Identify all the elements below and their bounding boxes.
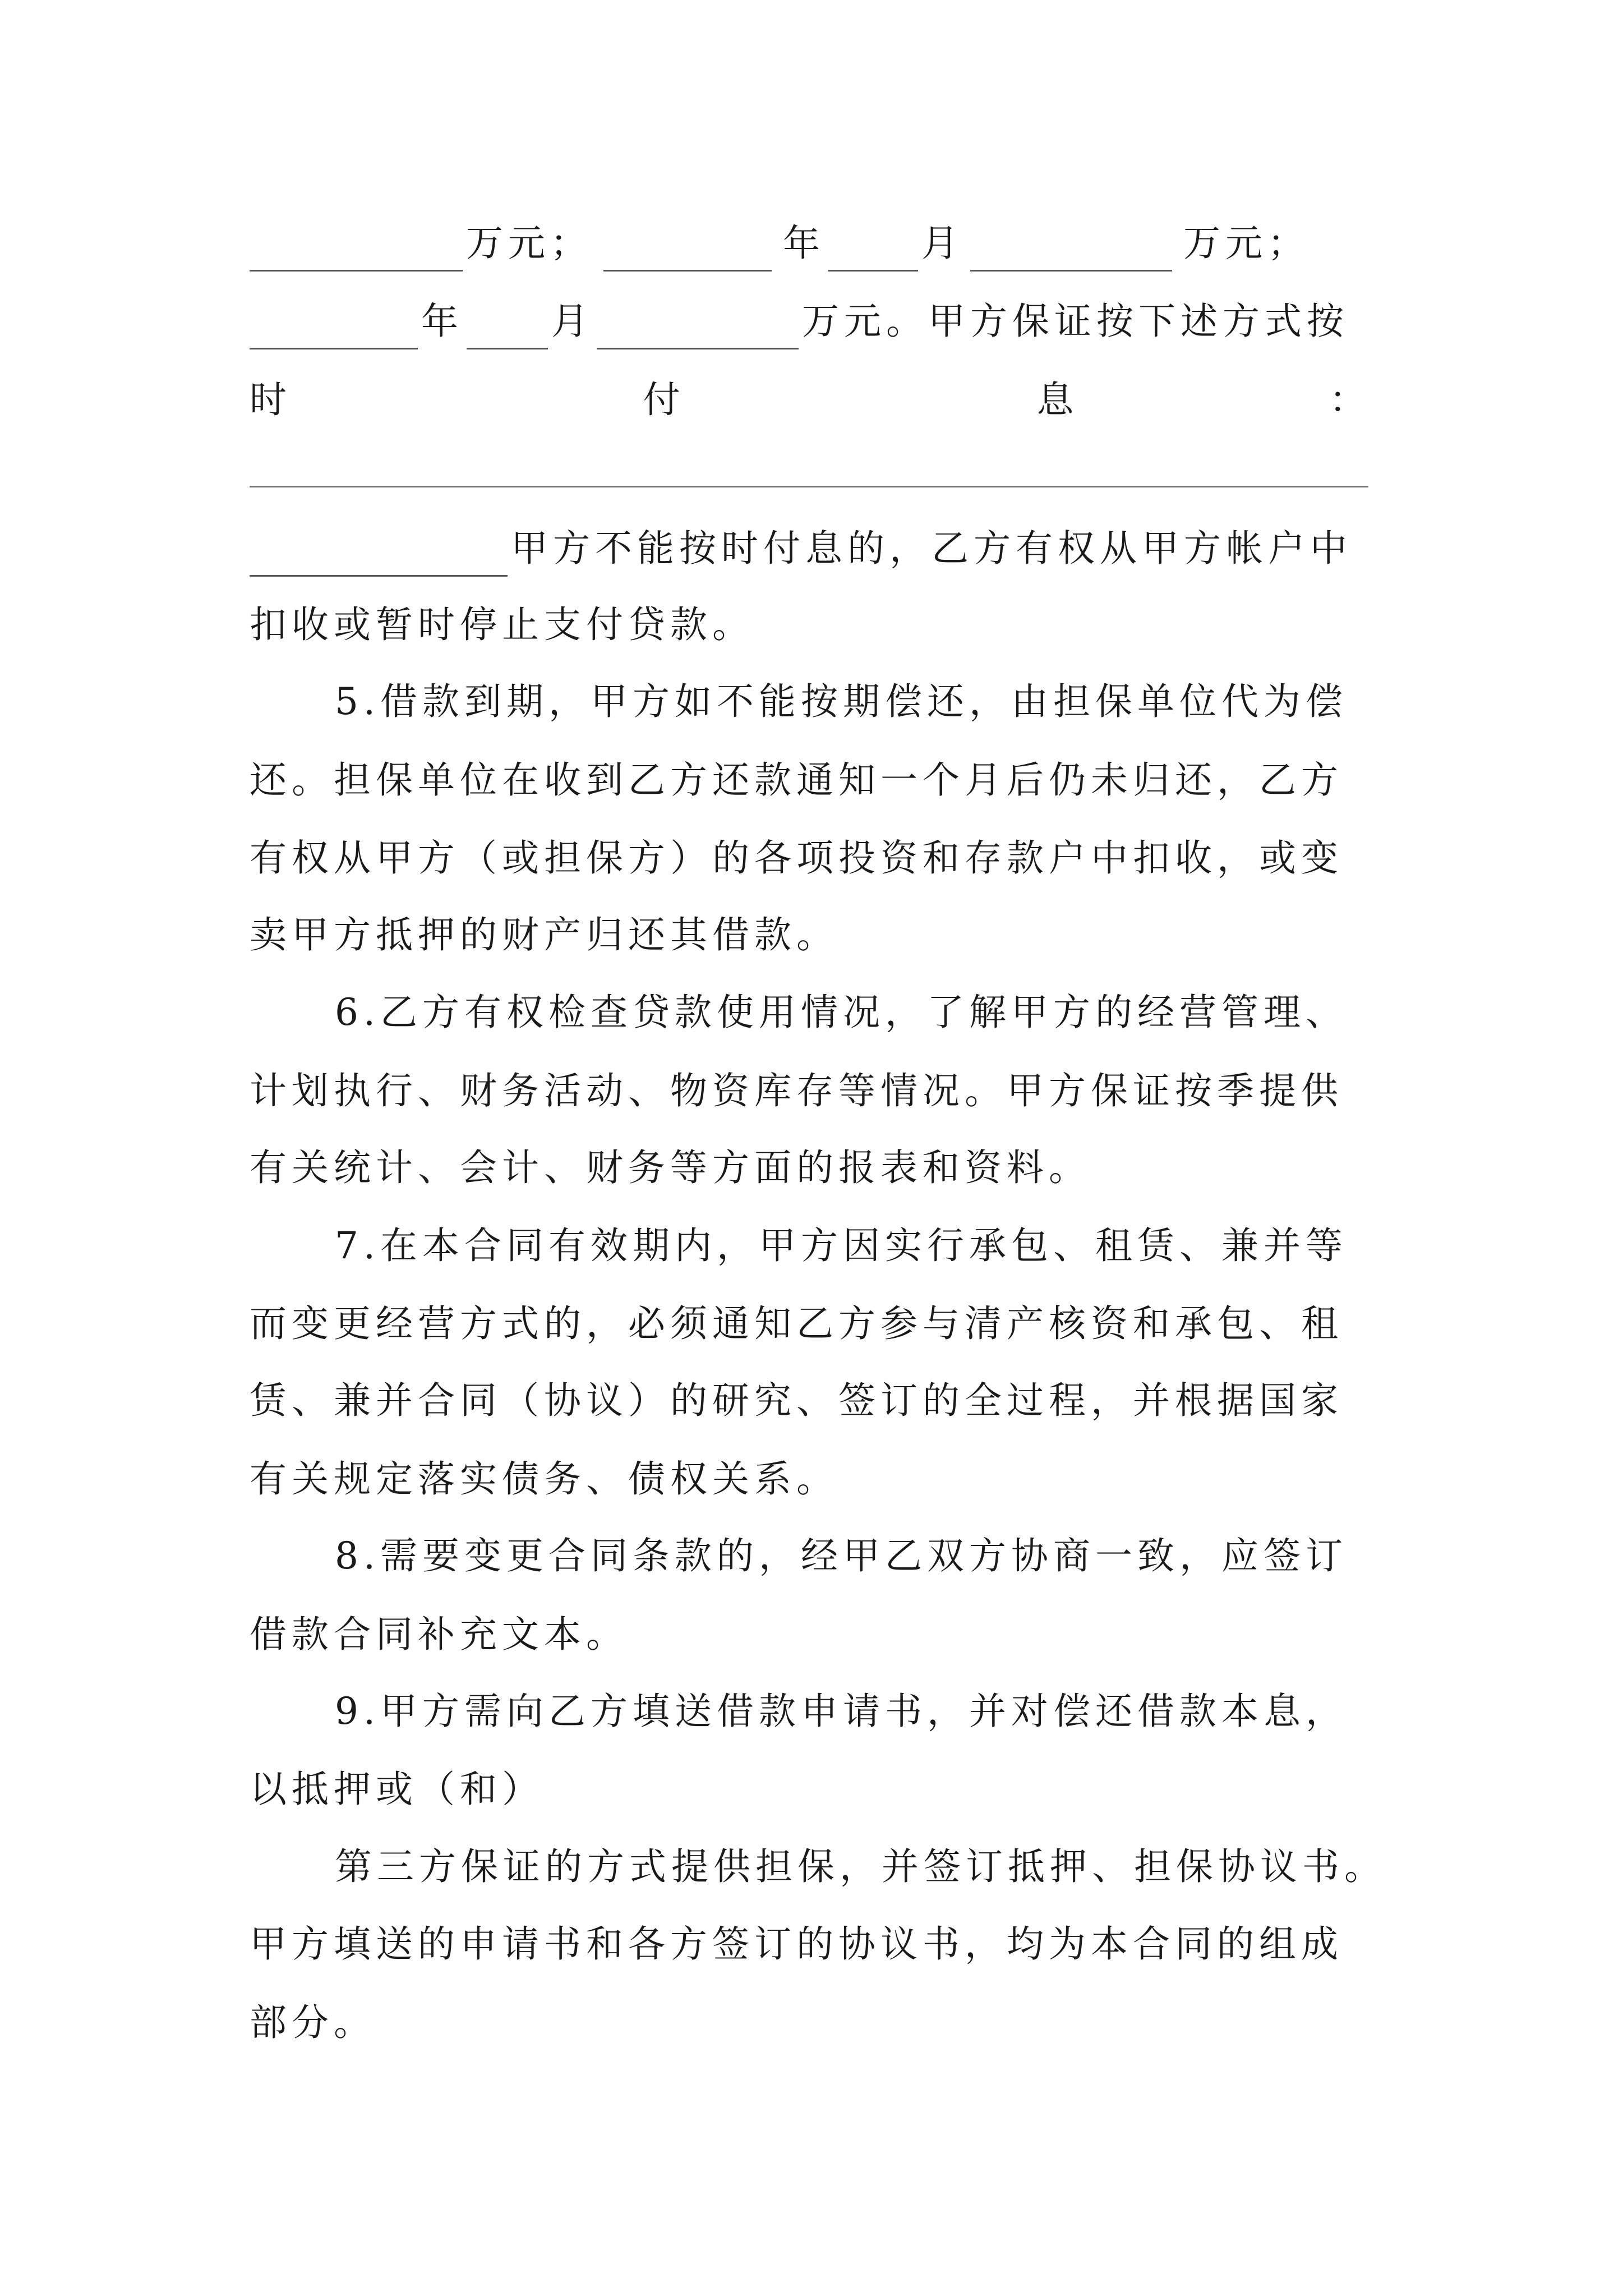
text-line: 以抵押或（和）: [250, 1768, 544, 1811]
unit-text: 万元；: [1183, 222, 1310, 265]
clause-9: 9.甲方需向乙方填送借款申请书，并对偿还借款本息，: [335, 1690, 1348, 1733]
text-line: 有关规定落实债务、债权关系。: [250, 1457, 838, 1501]
text-line: 卖甲方抵押的财产归还其借款。: [250, 913, 838, 956]
blank-field[interactable]: [250, 541, 508, 577]
blank-field[interactable]: [250, 314, 418, 349]
fill-line-interest-default: [250, 521, 1388, 577]
unit-text: 万元；: [466, 222, 592, 265]
year-text: 年: [783, 222, 825, 265]
fill-line-amount-2: [250, 293, 1388, 349]
clause-5: 5.借款到期，甲方如不能按期偿还，由担保单位代为偿: [335, 680, 1348, 723]
text-line: 部分。: [250, 2001, 376, 2044]
blank-field[interactable]: [467, 314, 548, 349]
text-line: 赁、兼并合同（协议）的研究、签订的全过程，并根据国家: [250, 1379, 1343, 1422]
spaced-char: 付: [643, 378, 685, 421]
text-line: 扣收或暂时停止支付贷款。: [250, 603, 754, 646]
text-line: 而变更经营方式的，必须通知乙方参与清产核资和承包、租: [250, 1302, 1343, 1345]
text-line: 借款合同补充文本。: [250, 1613, 628, 1656]
line-text: 甲方不能按时付息的，乙方有权从甲方帐户中: [511, 527, 1352, 570]
month-text: 月: [551, 300, 593, 343]
blank-field[interactable]: [250, 236, 463, 272]
spaced-char: ：: [1329, 378, 1371, 421]
text-line: 第三方保证的方式提供担保，并签订抵押、担保协议书。: [335, 1845, 1386, 1888]
spaced-char: 时: [250, 378, 292, 421]
clause-6: 6.乙方有权检查贷款使用情况，了解甲方的经营管理、: [335, 991, 1348, 1034]
text-line: 计划执行、财务活动、物资库存等情况。甲方保证按季提供: [250, 1069, 1343, 1112]
blank-field[interactable]: [603, 236, 772, 272]
fill-line-amount-1: [250, 215, 1388, 272]
blank-field[interactable]: [828, 236, 918, 272]
year-text: 年: [421, 300, 463, 343]
fill-line-interest-method: [250, 372, 1388, 428]
text-line: 甲方填送的申请书和各方签订的协议书，均为本合同的组成: [250, 1922, 1343, 1966]
month-text: 月: [921, 222, 963, 265]
text-line: 有关统计、会计、财务等方面的报表和资料。: [250, 1146, 1091, 1189]
blank-field[interactable]: [597, 314, 799, 349]
blank-field[interactable]: [970, 236, 1172, 272]
text-line: 有权从甲方（或担保方）的各项投资和存款户中扣收，或变: [250, 836, 1343, 880]
text-line: 还。担保单位在收到乙方还款通知一个月后仍未归还，乙方: [250, 758, 1343, 802]
clause-7: 7.在本合同有效期内，甲方因实行承包、租赁、兼并等: [335, 1224, 1348, 1267]
spaced-char: 息: [1036, 378, 1079, 421]
blank-full-line[interactable]: [250, 486, 1368, 487]
clause-8: 8.需要变更合同条款的，经甲乙双方协商一致，应签订: [335, 1534, 1348, 1577]
line-text: 万元。甲方保证按下述方式按: [802, 300, 1349, 343]
